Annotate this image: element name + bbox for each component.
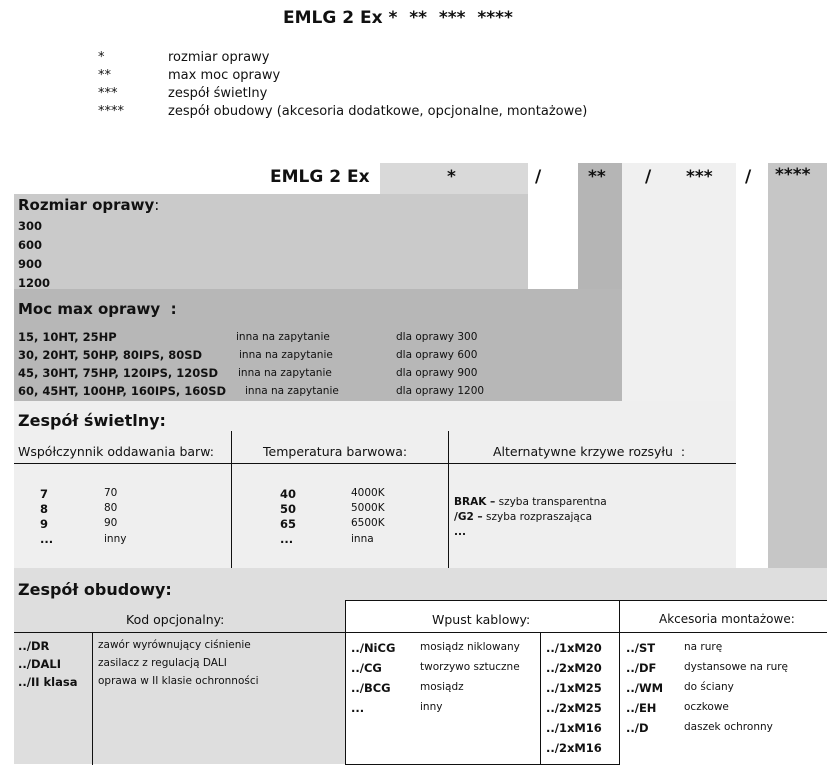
gland-desc: mosiądz niklowany (420, 641, 520, 653)
cct-code: 40 (280, 487, 297, 501)
opt-desc: oprawa w II klasie ochronności (98, 675, 259, 687)
opt-header: Kod opcjonalny: (126, 612, 225, 627)
header-sep-3: / (745, 167, 752, 187)
power-note: inna na zapytanie (245, 385, 339, 397)
cri-code: 9 (40, 517, 49, 531)
power-title: Moc max oprawy : (18, 300, 177, 318)
power-codes: 15, 10HT, 25HP (18, 330, 117, 344)
header-model: EMLG 2 Ex (270, 167, 370, 187)
opt-desc: zasilacz z regulacją DALI (98, 657, 227, 669)
curve-row: /G2 – szyba rozpraszająca (454, 511, 593, 523)
gland-code: ../NiCG (351, 641, 396, 655)
cct-value: 6500K (351, 517, 385, 529)
mount-desc: oczkowe (684, 701, 729, 713)
housing-title: Zespół obudowy: (18, 580, 172, 599)
mount-code: ../D (626, 721, 649, 735)
page-title: EMLG 2 Ex * ** *** **** (283, 8, 513, 28)
cri-code: 7 (40, 487, 49, 501)
legend-text-3: zespół świetlny (168, 86, 268, 101)
thread-code: ../2xM25 (546, 701, 602, 715)
thread-code: ../2xM20 (546, 661, 602, 675)
gland-desc: tworzywo sztuczne (420, 661, 520, 673)
gland-code: ... (351, 701, 365, 715)
legend-sym-4: **** (98, 104, 124, 119)
cri-header: Współczynnik oddawania barw: (18, 444, 214, 459)
power-note: inna na zapytanie (238, 367, 332, 379)
light-divider-1 (231, 431, 232, 568)
gland-code: ../CG (351, 661, 382, 675)
cct-code: 65 (280, 517, 297, 531)
gland-desc: mosiądz (420, 681, 464, 693)
header-code-4: **** (775, 165, 811, 185)
opt-desc: zawór wyrównujący ciśnienie (98, 639, 251, 651)
cct-code: ... (280, 532, 294, 546)
gland-header: Wpust kablowy: (432, 612, 531, 627)
light-title: Zespół świetlny: (18, 411, 166, 430)
thread-divider (540, 633, 541, 765)
cri-value: 90 (104, 517, 118, 529)
mount-code: ../WM (626, 681, 664, 695)
opt-divider (92, 633, 93, 765)
housing-header-rule (14, 632, 827, 633)
light-header-rule (14, 463, 736, 464)
header-code-3: *** (686, 167, 713, 187)
mount-desc: do ściany (684, 681, 734, 693)
power-codes: 30, 20HT, 50HP, 80IPS, 80SD (18, 348, 203, 362)
opt-code: ../DALI (18, 657, 61, 671)
legend-sym-3: *** (98, 86, 118, 101)
col4-band (768, 163, 827, 568)
cct-value: 5000K (351, 502, 385, 514)
opt-code: ../DR (18, 639, 50, 653)
power-codes: 45, 30HT, 75HP, 120IPS, 120SD (18, 366, 219, 380)
header-code-1: * (447, 167, 456, 187)
curve-row: BRAK – szyba transparentna (454, 496, 607, 508)
gland-desc: inny (420, 701, 443, 713)
power-note: inna na zapytanie (239, 349, 333, 361)
thread-code: ../1xM25 (546, 681, 602, 695)
legend-text-1: rozmiar oprawy (168, 50, 270, 65)
cct-code: 50 (280, 502, 297, 516)
power-fits: dla oprawy 900 (396, 367, 478, 379)
mount-code: ../EH (626, 701, 657, 715)
curve-row: ... (454, 526, 466, 538)
header-sep-1: / (535, 167, 542, 187)
thread-code: ../1xM16 (546, 721, 602, 735)
mount-code: ../DF (626, 661, 657, 675)
size-item: 900 (18, 257, 43, 271)
size-item: 1200 (18, 276, 51, 290)
cct-value: inna (351, 533, 374, 545)
power-fits: dla oprawy 300 (396, 331, 478, 343)
mount-desc: dystansowe na rurę (684, 661, 789, 673)
legend-text-2: max moc oprawy (168, 68, 281, 83)
size-item: 300 (18, 219, 43, 233)
cri-code: 8 (40, 502, 49, 516)
header-sep-2: / (645, 167, 652, 187)
cri-value: 70 (104, 487, 118, 499)
legend-sym-2: ** (98, 68, 111, 83)
cri-value: 80 (104, 502, 118, 514)
mount-desc: daszek ochronny (684, 721, 773, 733)
thread-code: ../2xM16 (546, 741, 602, 755)
power-fits: dla oprawy 600 (396, 349, 478, 361)
curve-header: Alternatywne krzywe rozsyłu : (493, 444, 686, 459)
legend-sym-1: * (98, 50, 105, 65)
power-note: inna na zapytanie (236, 331, 330, 343)
mount-header: Akcesoria montażowe: (659, 612, 795, 626)
size-title: Rozmiar oprawy: (18, 196, 160, 214)
header-code-2: ** (588, 167, 606, 187)
cri-value: inny (104, 533, 127, 545)
mount-desc: na rurę (684, 641, 723, 653)
power-codes: 60, 45HT, 100HP, 160IPS, 160SD (18, 384, 227, 398)
opt-code: ../II klasa (18, 675, 78, 689)
mount-code: ../ST (626, 641, 656, 655)
cct-header: Temperatura barwowa: (263, 444, 408, 459)
legend-text-4: zespół obudowy (akcesoria dodatkowe, opcjonalne, montażowe) (168, 104, 588, 119)
cct-value: 4000K (351, 487, 385, 499)
col3-band (622, 163, 736, 406)
power-fits: dla oprawy 1200 (396, 385, 485, 397)
thread-code: ../1xM20 (546, 641, 602, 655)
size-item: 600 (18, 238, 43, 252)
cri-code: ... (40, 532, 54, 546)
light-divider-2 (448, 431, 449, 568)
gland-code: ../BCG (351, 681, 391, 695)
